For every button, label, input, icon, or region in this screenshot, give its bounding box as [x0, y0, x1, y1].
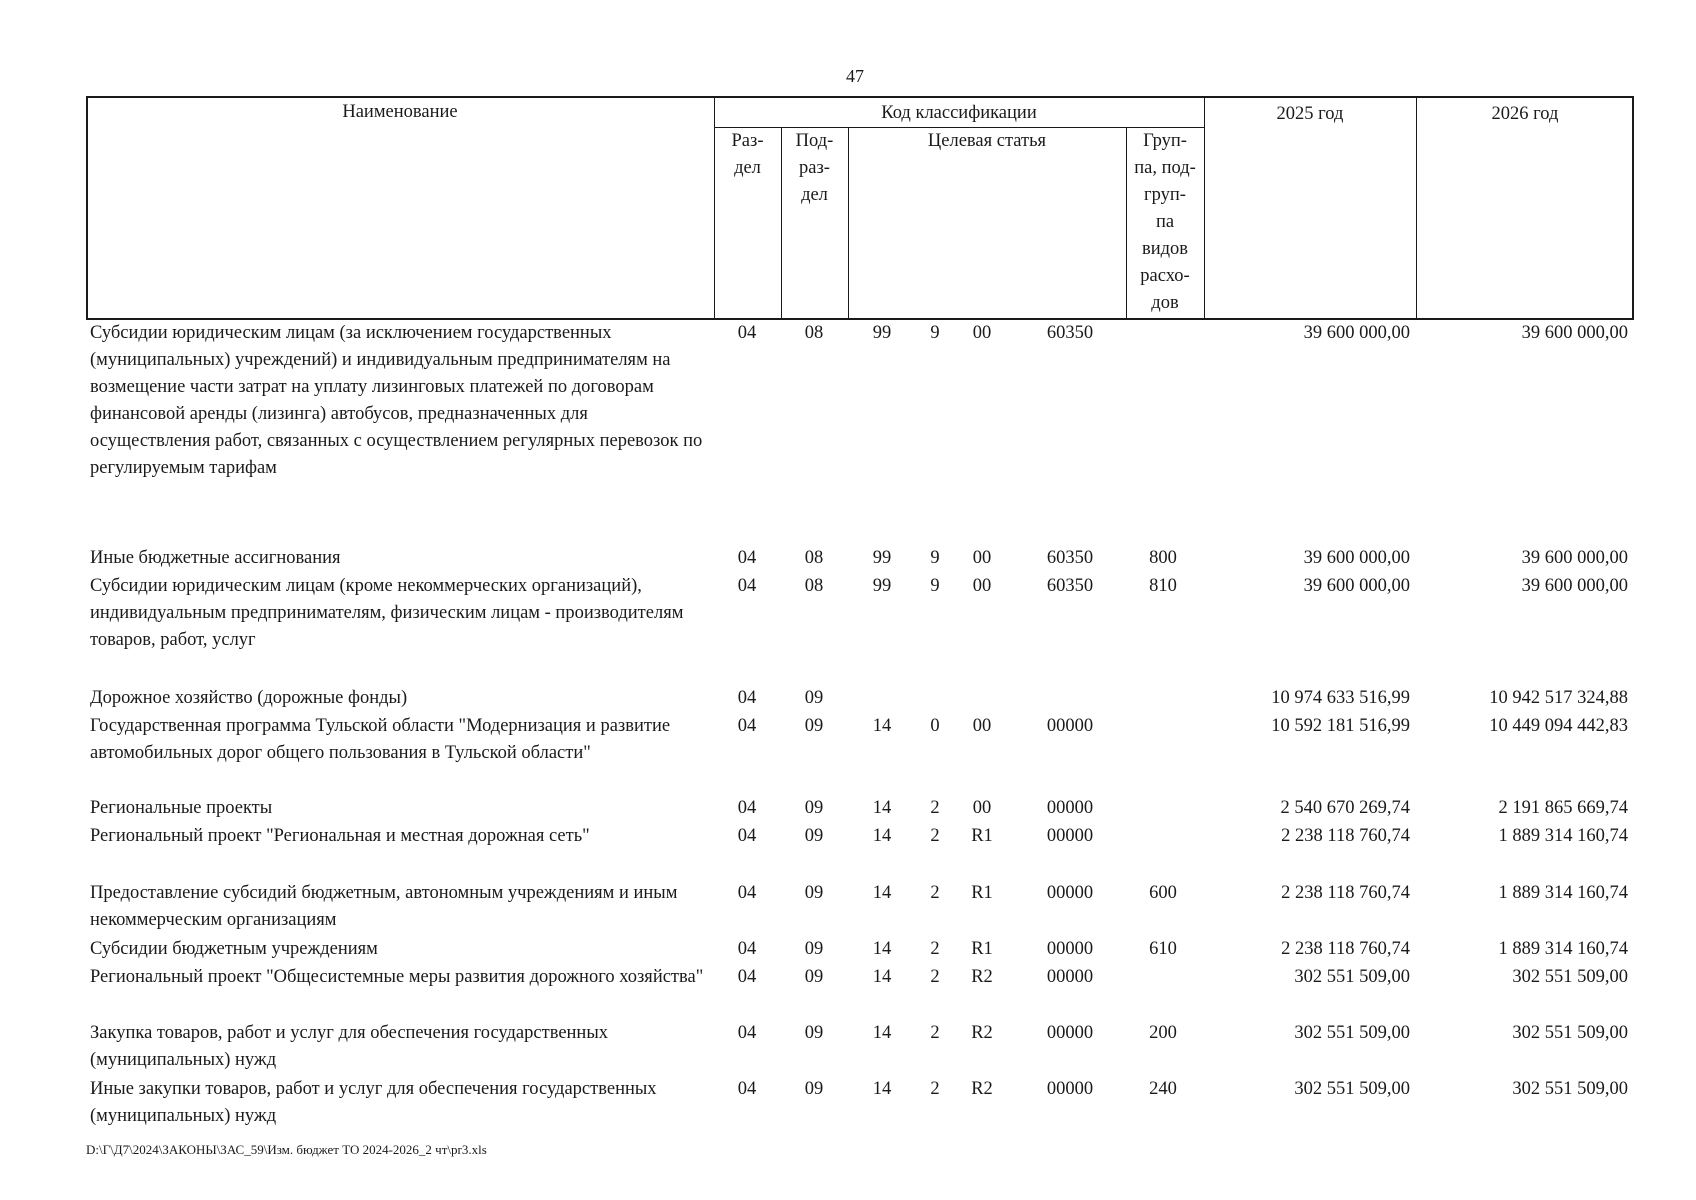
cell-podrazdel: 09 — [804, 688, 824, 708]
row-name: Субсидии юридическим лицам (кроме некоммерческих организаций), индивидуальным предпринимателям, физическим лицам - производителям товаров, работ, услуг — [90, 576, 684, 650]
cell-group: 810 — [1149, 576, 1177, 596]
cell-2026: 1 889 314 160,74 — [1498, 826, 1628, 846]
cell-target-2: 2 — [930, 883, 940, 903]
cell-2026: 1 889 314 160,74 — [1498, 883, 1628, 903]
row-name: Закупка товаров, работ и услуг для обеспечения государственных (муниципальных) нужд — [90, 1023, 609, 1070]
cell-2025: 39 600 000,00 — [1303, 548, 1410, 568]
cell-target-3: R2 — [971, 967, 993, 987]
cell-razdel: 04 — [737, 967, 757, 987]
header-target: Целевая статья — [927, 131, 1047, 151]
cell-2026: 39 600 000,00 — [1521, 323, 1628, 343]
cell-target-1: 14 — [872, 883, 892, 903]
cell-razdel: 04 — [737, 939, 757, 959]
cell-razdel: 04 — [737, 688, 757, 708]
cell-target-2: 9 — [930, 548, 940, 568]
row-name: Предоставление субсидий бюджетным, автономным учреждениям и иным некоммерческим организациям — [90, 883, 678, 930]
row-name: Региональные проекты — [90, 798, 273, 818]
cell-target-3: R1 — [971, 939, 993, 959]
cell-2026: 302 551 509,00 — [1512, 1079, 1628, 1099]
cell-2026: 302 551 509,00 — [1512, 967, 1628, 987]
cell-2026: 1 889 314 160,74 — [1498, 939, 1628, 959]
cell-2026: 10 942 517 324,88 — [1489, 688, 1628, 708]
cell-group: 610 — [1149, 939, 1177, 959]
cell-group: 200 — [1149, 1023, 1177, 1043]
header-divider — [1416, 96, 1417, 320]
cell-podrazdel: 09 — [804, 1079, 824, 1099]
cell-target-4: 00000 — [1046, 967, 1094, 987]
cell-2025: 302 551 509,00 — [1294, 1023, 1410, 1043]
cell-razdel: 04 — [737, 826, 757, 846]
cell-target-2: 9 — [930, 323, 940, 343]
cell-2026: 10 449 094 442,83 — [1489, 716, 1628, 736]
header-divider — [848, 127, 849, 320]
cell-podrazdel: 09 — [804, 1023, 824, 1043]
cell-target-4: 00000 — [1046, 798, 1094, 818]
cell-podrazdel: 09 — [804, 826, 824, 846]
cell-target-2: 2 — [930, 826, 940, 846]
cell-2025: 2 238 118 760,74 — [1281, 826, 1410, 846]
cell-2026: 39 600 000,00 — [1521, 548, 1628, 568]
cell-target-3: 00 — [972, 576, 992, 596]
cell-razdel: 04 — [737, 1023, 757, 1043]
cell-target-2: 2 — [930, 1023, 940, 1043]
cell-razdel: 04 — [737, 548, 757, 568]
cell-target-3: 00 — [972, 716, 992, 736]
cell-target-4: 00000 — [1046, 1023, 1094, 1043]
cell-group: 600 — [1149, 883, 1177, 903]
cell-target-1: 99 — [872, 323, 892, 343]
cell-razdel: 04 — [737, 716, 757, 736]
row-name: Субсидии бюджетным учреждениям — [90, 939, 378, 959]
cell-target-4: 00000 — [1046, 939, 1094, 959]
cell-target-1: 14 — [872, 1079, 892, 1099]
cell-razdel: 04 — [737, 323, 757, 343]
cell-razdel: 04 — [737, 1079, 757, 1099]
header-podrazdel: Под- раз- дел — [795, 131, 834, 205]
cell-target-2: 2 — [930, 967, 940, 987]
cell-2025: 302 551 509,00 — [1294, 1079, 1410, 1099]
cell-target-4: 00000 — [1046, 883, 1094, 903]
cell-2025: 39 600 000,00 — [1303, 576, 1410, 596]
cell-target-1: 14 — [872, 967, 892, 987]
row-name: Государственная программа Тульской области "Модернизация и развитие автомобильных дорог общего пользования в Тульской области" — [90, 716, 671, 763]
header-razdel: Раз- дел — [731, 131, 764, 178]
row-name: Дорожное хозяйство (дорожные фонды) — [90, 688, 408, 708]
cell-target-1: 14 — [872, 826, 892, 846]
page-number: 47 — [846, 66, 864, 86]
header-divider — [1204, 96, 1205, 320]
cell-target-3: 00 — [972, 323, 992, 343]
cell-2025: 2 540 670 269,74 — [1280, 798, 1410, 818]
cell-target-4: 00000 — [1046, 716, 1094, 736]
cell-target-4: 00000 — [1046, 826, 1094, 846]
header-group: Груп- па, под- груп- па видов расхо- дов — [1134, 131, 1196, 313]
row-name: Региональный проект "Общесистемные меры развития дорожного хозяйства" — [90, 967, 704, 987]
cell-target-4: 60350 — [1046, 576, 1094, 596]
cell-target-2: 2 — [930, 798, 940, 818]
cell-2025: 302 551 509,00 — [1294, 967, 1410, 987]
cell-target-1: 99 — [872, 548, 892, 568]
cell-target-3: 00 — [972, 548, 992, 568]
cell-podrazdel: 09 — [804, 798, 824, 818]
cell-podrazdel: 08 — [804, 576, 824, 596]
cell-target-3: R2 — [971, 1079, 993, 1099]
row-name: Региональный проект "Региональная и местная дорожная сеть" — [90, 826, 590, 846]
cell-target-1: 14 — [872, 716, 892, 736]
cell-target-1: 14 — [872, 939, 892, 959]
cell-2025: 2 238 118 760,74 — [1281, 883, 1410, 903]
cell-target-2: 2 — [930, 1079, 940, 1099]
cell-target-2: 2 — [930, 939, 940, 959]
cell-podrazdel: 08 — [804, 548, 824, 568]
cell-2025: 10 592 181 516,99 — [1271, 716, 1410, 736]
cell-target-1: 99 — [872, 576, 892, 596]
header-year-2025: 2025 год — [1276, 104, 1344, 124]
cell-razdel: 04 — [737, 883, 757, 903]
cell-2025: 39 600 000,00 — [1303, 323, 1410, 343]
cell-target-4: 60350 — [1046, 548, 1094, 568]
cell-target-2: 0 — [930, 716, 940, 736]
cell-razdel: 04 — [737, 798, 757, 818]
row-name: Субсидии юридическим лицам (за исключением государственных (муниципальных) учреждений) и индивидуальным предпринимателям на возмещение части затрат на уплату лизинговых платежей по договорам финансовой аренды (лизинга) автобусов, предназначенных для осуществления работ, связанных с осуществлением регулярных перевозок по регулируемым тарифам — [90, 323, 703, 478]
cell-podrazdel: 09 — [804, 967, 824, 987]
cell-target-3: R1 — [971, 826, 993, 846]
file-path-footer: D:\Г\Д7\2024\ЗАКОНЫ\ЗАС_59\Изм. бюджет ТО 2024-2026_2 чт\pr3.xls — [86, 1142, 487, 1157]
cell-2025: 2 238 118 760,74 — [1281, 939, 1410, 959]
header-name: Наименование — [342, 102, 458, 122]
cell-podrazdel: 09 — [804, 939, 824, 959]
cell-target-4: 60350 — [1046, 323, 1094, 343]
cell-podrazdel: 09 — [804, 716, 824, 736]
cell-2026: 39 600 000,00 — [1521, 576, 1628, 596]
row-name: Иные закупки товаров, работ и услуг для обеспечения государственных (муниципальных) нужд — [90, 1079, 657, 1126]
cell-podrazdel: 08 — [804, 323, 824, 343]
cell-podrazdel: 09 — [804, 883, 824, 903]
cell-2026: 302 551 509,00 — [1512, 1023, 1628, 1043]
cell-target-3: 00 — [972, 798, 992, 818]
cell-target-3: R2 — [971, 1023, 993, 1043]
cell-target-1: 14 — [872, 798, 892, 818]
cell-target-2: 9 — [930, 576, 940, 596]
cell-2026: 2 191 865 669,74 — [1498, 798, 1628, 818]
header-year-2026: 2026 год — [1491, 104, 1559, 124]
header-code: Код классификации — [881, 103, 1037, 123]
cell-razdel: 04 — [737, 576, 757, 596]
cell-target-1: 14 — [872, 1023, 892, 1043]
row-name: Иные бюджетные ассигнования — [90, 548, 341, 568]
cell-group: 240 — [1149, 1079, 1177, 1099]
cell-group: 800 — [1149, 548, 1177, 568]
cell-2025: 10 974 633 516,99 — [1271, 688, 1410, 708]
cell-target-4: 00000 — [1046, 1079, 1094, 1099]
cell-target-3: R1 — [971, 883, 993, 903]
